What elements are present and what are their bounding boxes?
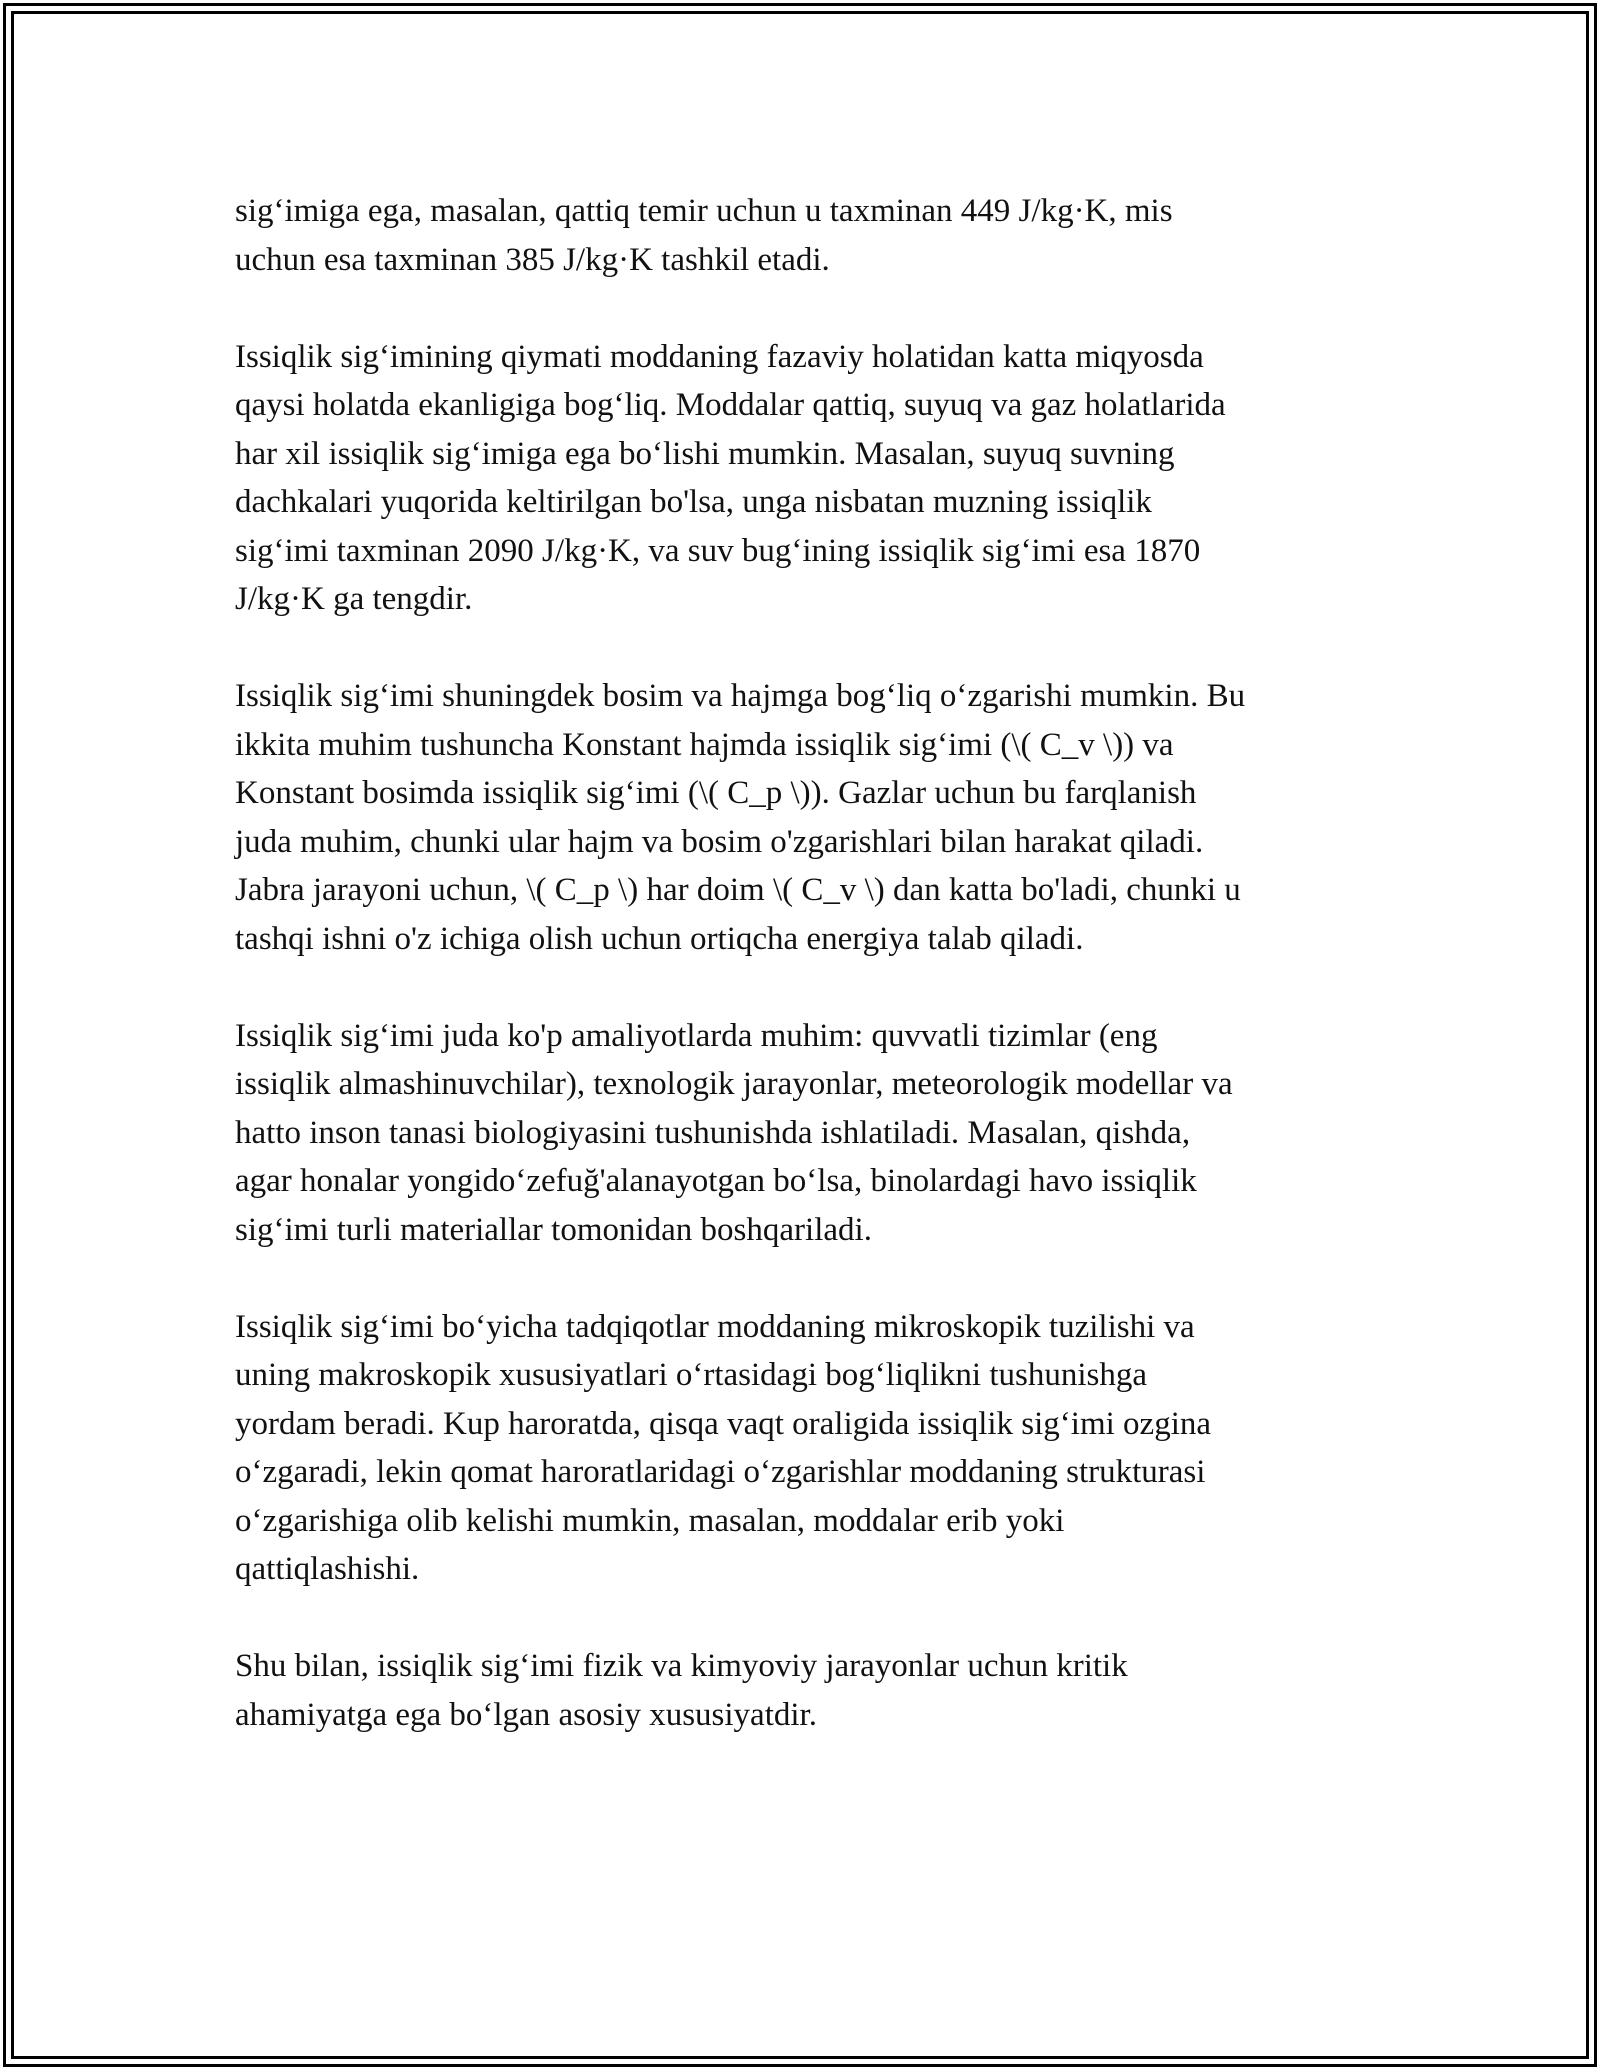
- text-line: qattiqlashishi.: [235, 1551, 420, 1587]
- text-line: Konstant bosimda issiqlik sig‘imi (\( C_p \)). Gazlar uchun bu farqlanish: [235, 775, 1197, 811]
- text-line: Issiqlik sig‘imi bo‘yicha tadqiqotlar moddaning mikroskopik tuzilishi va: [235, 1308, 1195, 1345]
- text-line: uning makroskopik xususiyatlari o‘rtasidagi bog‘liqlikni tushunishga: [235, 1357, 1147, 1393]
- text-line: ikkita muhim tushuncha Konstant hajmda issiqlik sig‘imi (\( C_v \)) va: [235, 726, 1174, 763]
- text-line: sig‘imiga ega, masalan, qattiq temir uchun u taxminan 449 J/kg·K, mis: [235, 193, 1173, 229]
- text-line: o‘zgaradi, lekin qomat haroratlaridagi o‘zgarishlar moddaning strukturasi: [235, 1454, 1206, 1490]
- text-line: yordam beradi. Kup haroratda, qisqa vaqt oraligida issiqlik sig‘imi ozgina: [235, 1405, 1212, 1442]
- paragraph: [235, 1012, 1365, 1255]
- paragraph: [235, 1303, 1365, 1594]
- text-line: Issiqlik sig‘imi shuningdek bosim va hajmga bog‘liq o‘zgarishi mumkin. Bu: [235, 678, 1246, 714]
- text-line: Shu bilan, issiqlik sig‘imi fizik va kimyoviy jarayonlar uchun kritik: [235, 1648, 1128, 1684]
- text-line: o‘zgarishiga olib kelishi mumkin, masalan, moddalar erib yoki: [235, 1502, 1065, 1539]
- text-line: sig‘imi turli materiallar tomonidan boshqariladi.: [235, 1211, 872, 1248]
- document-body: [235, 187, 1365, 1788]
- text-line: J/kg·K ga tengdir.: [235, 581, 473, 617]
- text-line: dachkalari yuqorida keltirilgan bo'lsa, unga nisbatan muzning issiqlik: [235, 484, 1152, 520]
- paragraph: [235, 333, 1365, 624]
- text-line: sig‘imi taxminan 2090 J/kg·K, va suv bug‘ining issiqlik sig‘imi esa 1870: [235, 532, 1201, 569]
- text-line: qaysi holatda ekanligiga bog‘liq. Moddalar qattiq, suyuq va gaz holatlarida: [235, 387, 1226, 423]
- text-line: uchun esa taxminan 385 J/kg·K tashkil etadi.: [235, 241, 830, 278]
- text-line: Jabra jarayoni uchun, \( C_p \) har doim \( C_v \) dan katta bo'ladi, chunki u: [235, 872, 1241, 908]
- text-line: agar honalar yongido‘zefuğ'alanayotgan bo‘lsa, binolardagi havo issiqlik: [235, 1163, 1197, 1199]
- paragraph: [235, 1642, 1365, 1739]
- text-line: har xil issiqlik sig‘imiga ega bo‘lishi mumkin. Masalan, suyuq suvning: [235, 435, 1175, 472]
- paragraph: [235, 672, 1365, 963]
- paragraph: [235, 187, 1365, 284]
- text-line: issiqlik almashinuvchilar), texnologik jarayonlar, meteorologik modellar va: [235, 1066, 1233, 1102]
- text-line: Issiqlik sig‘imi juda ko'p amaliyotlarda muhim: quvvatli tizimlar (eng: [235, 1017, 1158, 1054]
- text-line: tashqi ishni o'z ichiga olish uchun ortiqcha energiya talab qiladi.: [235, 920, 1084, 957]
- text-line: hatto inson tanasi biologiyasini tushunishda ishlatiladi. Masalan, qishda,: [235, 1114, 1191, 1151]
- text-line: ahamiyatga ega bo‘lgan asosiy xususiyatdir.: [235, 1696, 817, 1733]
- text-line: Issiqlik sig‘imining qiymati moddaning fazaviy holatidan katta miqyosda: [235, 338, 1204, 375]
- text-line: juda muhim, chunki ular hajm va bosim o'zgarishlari bilan harakat qiladi.: [235, 823, 1204, 860]
